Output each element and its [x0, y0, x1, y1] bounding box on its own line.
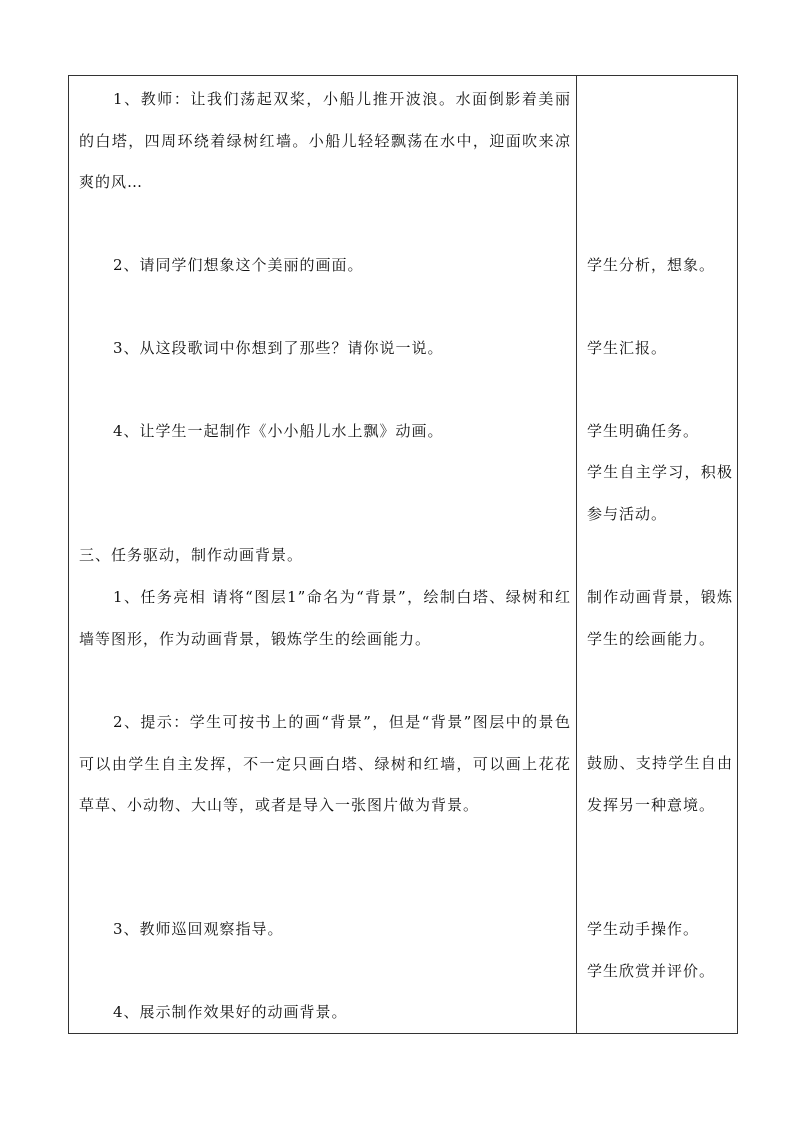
student-activity-7: 学生动手操作。 [587, 920, 700, 938]
student-activity-8: 学生欣赏并评价。 [587, 962, 716, 980]
student-activity-2: 学生汇报。 [587, 339, 668, 357]
teacher-step-4: 4、让学生一起制作《小小船儿水上飘》动画。 [113, 422, 444, 440]
teacher-step-2: 2、请同学们想象这个美丽的画面。 [113, 256, 364, 274]
section-heading-3: 三、任务驱动，制作动画背景。 [79, 546, 304, 564]
student-activity-4: 学生自主学习，积极参与活动。 [587, 463, 733, 523]
task-step-3: 3、教师巡回观察指导。 [113, 920, 284, 938]
student-activity-5: 制作动画背景，锻炼学生的绘画能力。 [587, 588, 733, 648]
student-activity-1: 学生分析，想象。 [587, 256, 716, 274]
task-step-2: 2、提示：学生可按书上的画“背景”，但是“背景”图层中的景色可以由学生自主发挥，不一定只画白塔、绿树和红墙，可以画上花花草草、小动物、大山等，或者是导入一张图片做为背景。 [79, 713, 571, 814]
task-step-1: 1、任务亮相 请将“图层1”命名为“背景”，绘制白塔、绿树和红墙等图形，作为动画背景，锻炼学生的绘画能力。 [79, 588, 571, 648]
teacher-step-3: 3、从这段歌词中你想到了那些？请你说一说。 [113, 339, 444, 357]
task-step-4: 4、展示制作效果好的动画背景。 [113, 1003, 348, 1021]
lesson-table [68, 75, 738, 1034]
column-divider [576, 76, 577, 1033]
student-activity-3: 学生明确任务。 [587, 422, 700, 440]
student-activity-6: 鼓励、支持学生自由发挥另一种意境。 [587, 754, 733, 814]
teacher-step-1: 1、教师：让我们荡起双桨，小船儿推开波浪。水面倒影着美丽的白塔，四周环绕着绿树红墙。小船儿轻轻飘荡在水中，迎面吹来凉爽的风… [79, 90, 571, 191]
